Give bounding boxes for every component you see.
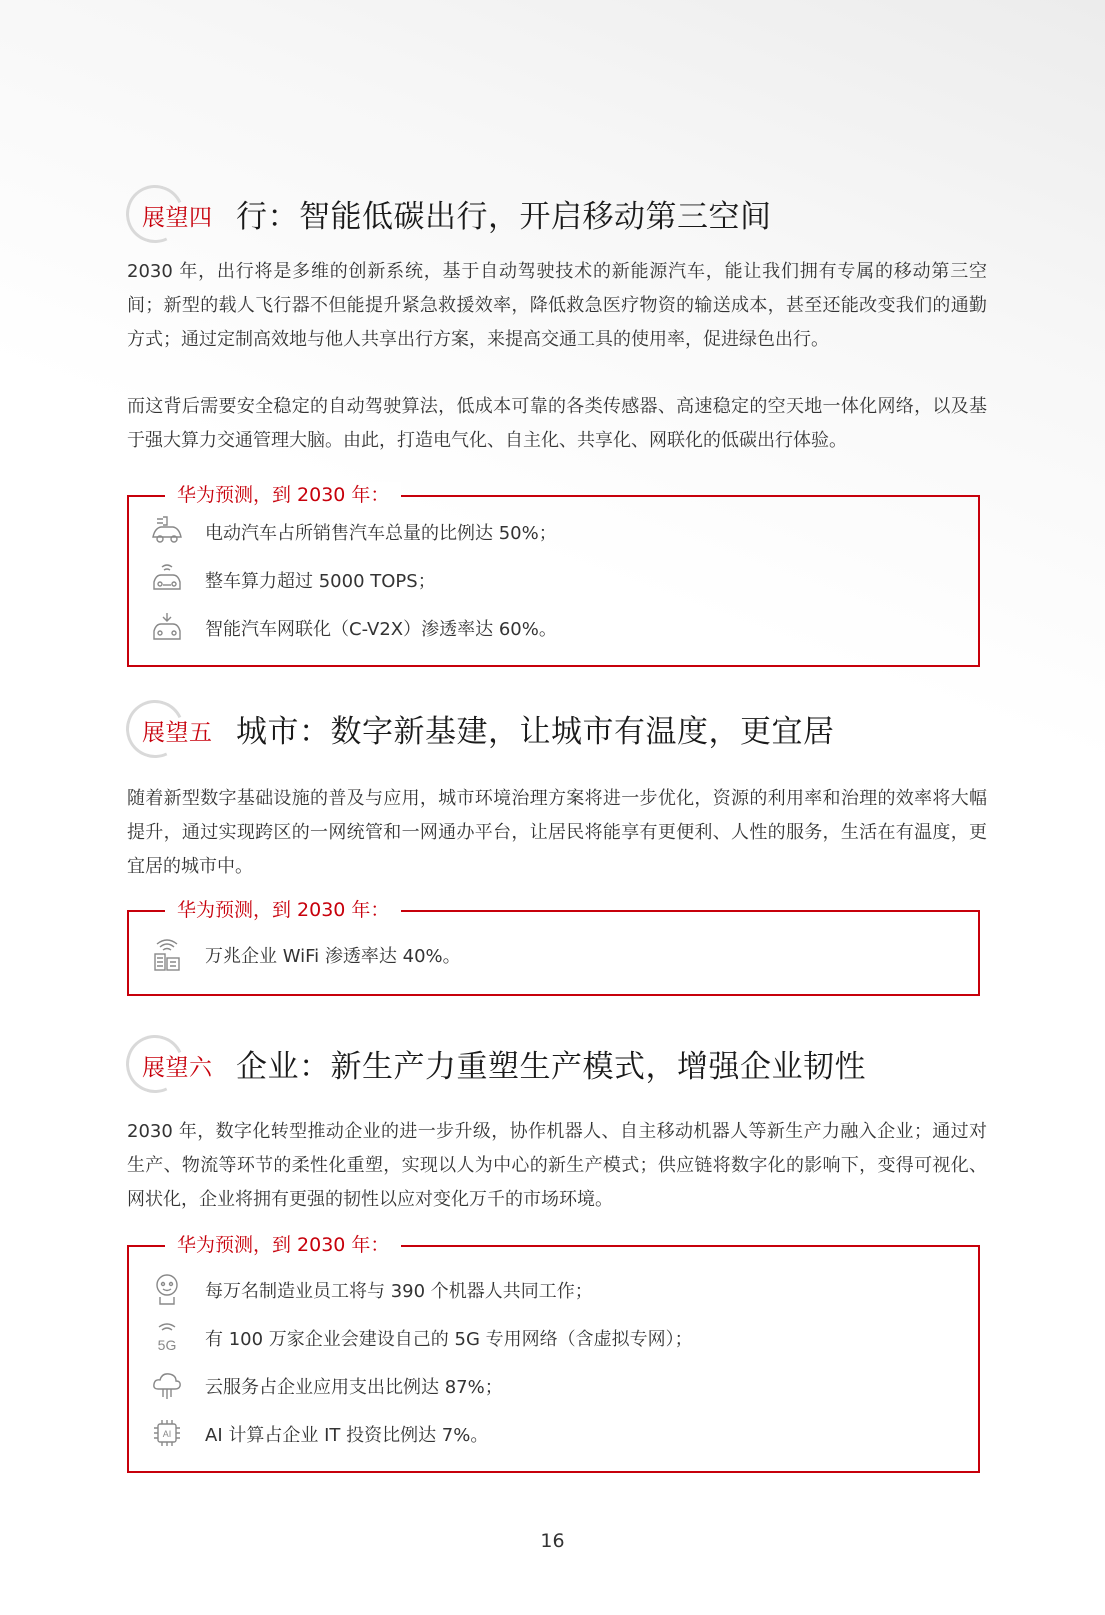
enterprise-wifi-icon (149, 936, 185, 972)
section-title: 城市：数字新基建，让城市有温度，更宜居 (236, 714, 835, 750)
page-number: 16 (540, 1530, 565, 1552)
forecast-box (127, 899, 980, 996)
forecast-box (127, 484, 980, 667)
section-tag: 展望六 (142, 1055, 213, 1081)
robot-icon (149, 1271, 185, 1307)
svg-text:AI: AI (162, 1429, 172, 1439)
forecast-item-text: 有 100 万家企业会建设自己的 5G 专用网络（含虚拟专网）； (205, 1329, 693, 1350)
connected-car-icon (149, 609, 185, 645)
paragraph: 2030 年，数字化转型推动企业的进一步升级，协作机器人、自主移动机器人等新生产力融入企业；通过对生产、物流等环节的柔性化重塑，实现以人为中心的新生产模式；供应链将数字化的影响下，变得可视化、网状化，企业将拥有更强的韧性以应对变化万千的市场环境。 (127, 1121, 987, 1210)
section-tag: 展望五 (142, 720, 213, 746)
forecast-item-text: 万兆企业 WiFi 渗透率达 40%。 (205, 946, 461, 967)
section-title: 行：智能低碳出行，开启移动第三空间 (236, 199, 772, 235)
svg-text:5G: 5G (157, 1337, 177, 1353)
5g-icon (149, 1319, 185, 1355)
section-tag: 展望四 (142, 205, 213, 231)
forecast-item-text: 智能汽车网联化（C-V2X）渗透率达 60%。 (205, 619, 557, 640)
forecast-item-text: AI 计算占企业 IT 投资比例达 7%。 (205, 1425, 489, 1446)
forecast-label: 华为预测，到 2030 年： (165, 897, 401, 923)
forecast-item-text: 云服务占企业应用支出比例达 87%； (205, 1377, 503, 1398)
forecast-item-text: 每万名制造业员工将与 390 个机器人共同工作； (205, 1281, 593, 1302)
forecast-item-text: 整车算力超过 5000 TOPS； (205, 571, 436, 592)
forecast-item-text: 电动汽车占所销售汽车总量的比例达 50%； (205, 523, 557, 544)
cloud-icon (149, 1367, 185, 1403)
paragraph: 随着新型数字基础设施的普及与应用，城市环境治理方案将进一步优化，资源的利用率和治理的效率将大幅提升，通过实现跨区的一网统管和一网通办平台，让居民将能享有更便利、人性的服务，生活在有温度，更宜居的城市中。 (127, 788, 987, 877)
electric-car-icon (149, 513, 185, 549)
ai-chip-icon (149, 1415, 185, 1451)
forecast-label: 华为预测，到 2030 年： (165, 1232, 401, 1258)
section-title: 企业：新生产力重塑生产模式，增强企业韧性 (236, 1049, 866, 1085)
forecast-box (127, 1234, 980, 1473)
paragraph: 而这背后需要安全稳定的自动驾驶算法，低成本可靠的各类传感器、高速稳定的空天地一体化网络，以及基于强大算力交通管理大脑。由此，打造电气化、自主化、共享化、网联化的低碳出行体验。 (127, 396, 987, 451)
paragraph: 2030 年，出行将是多维的创新系统，基于自动驾驶技术的新能源汽车，能让我们拥有专属的移动第三空间；新型的载人飞行器不但能提升紧急救援效率，降低救急医疗物资的输送成本，甚至还能改变我们的通勤方式；通过定制高效地与他人共享出行方案，来提高交通工具的使用率，促进绿色出行。 (127, 261, 987, 350)
forecast-label: 华为预测，到 2030 年： (165, 482, 401, 508)
car-compute-icon (149, 561, 185, 597)
